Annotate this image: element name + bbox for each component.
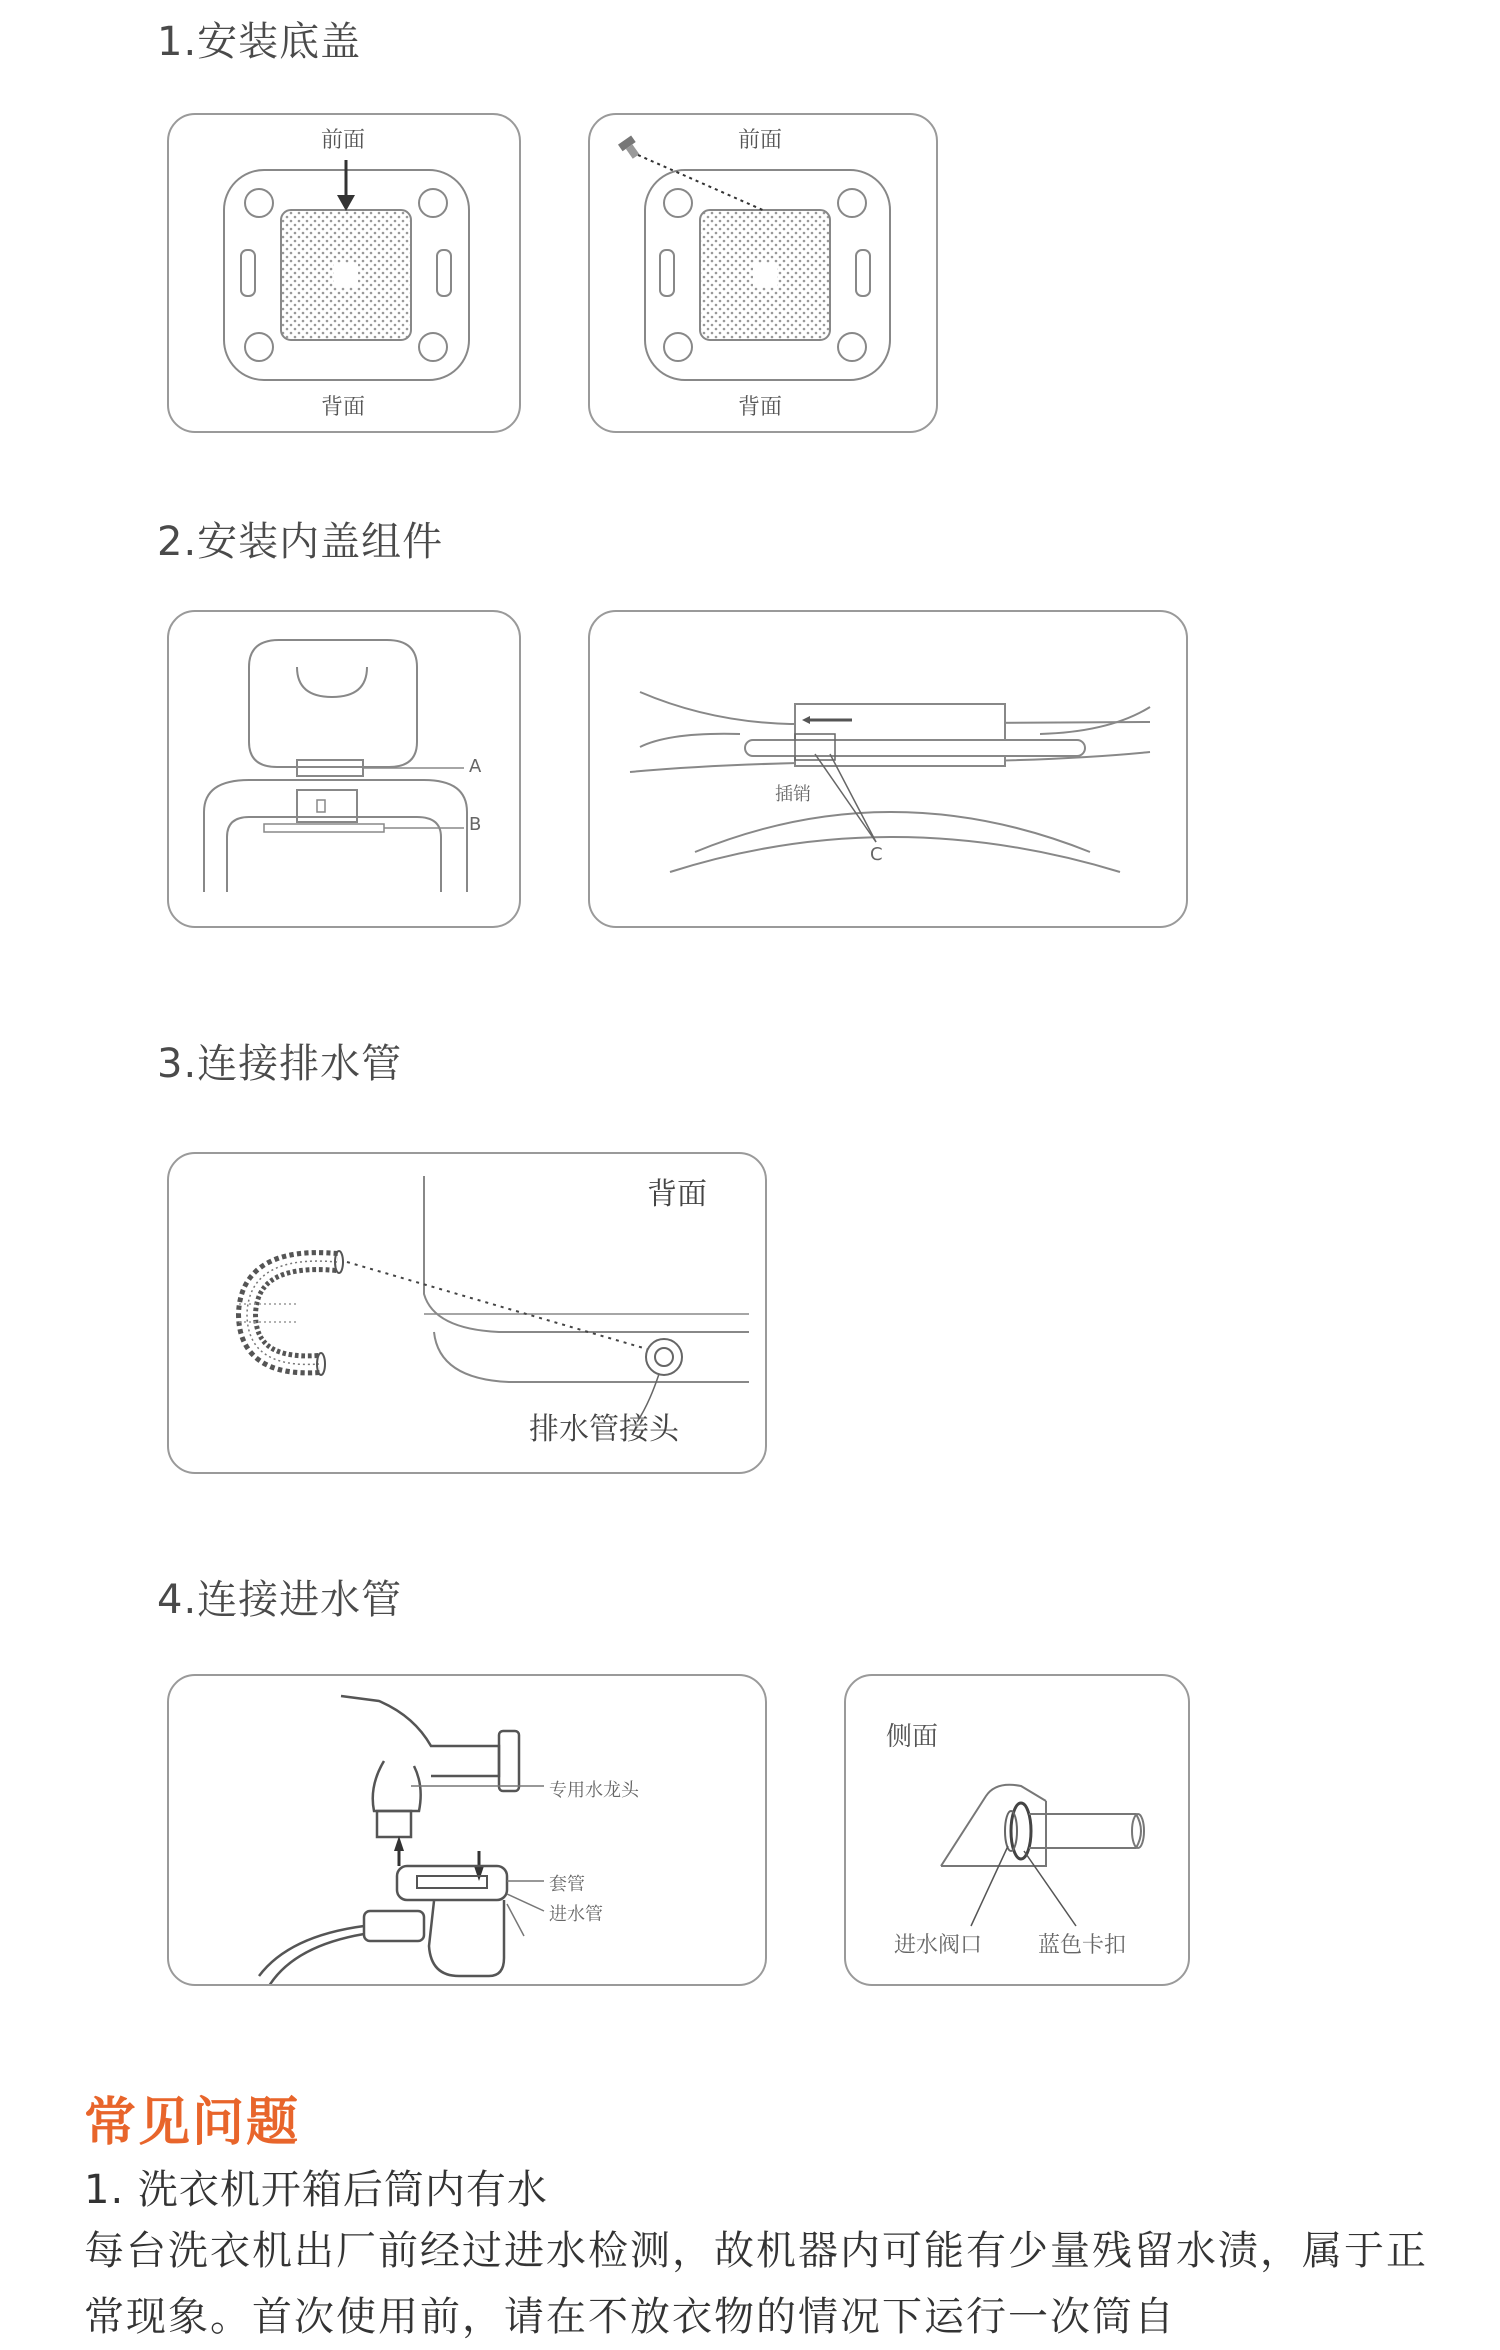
blue-clip-label: 蓝色卡扣	[1038, 1933, 1127, 1958]
faq-question: 1. 洗衣机开箱后筒内有水	[84, 2167, 548, 2213]
step-2-illustration-pin	[588, 610, 1188, 928]
base-cover-screw-diagram	[590, 115, 938, 433]
label-c: C	[870, 844, 883, 865]
step-3-title: 3.连接排水管	[157, 1041, 403, 1087]
front-label: 前面	[738, 128, 783, 153]
step-1-title: 1.安装底盖	[157, 19, 362, 65]
drain-connector-label: 排水管接头	[529, 1412, 679, 1447]
pin-label: 插销	[775, 784, 811, 805]
step-1-illustration-front	[167, 113, 521, 433]
faq-answer: 每台洗衣机出厂前经过进水检测，故机器内可能有少量残留水渍，属于正常现象。首次使用前，请在不放衣物的情况下运行一次筒自	[84, 2228, 1428, 2340]
faucet-hose-diagram	[169, 1676, 767, 1986]
step-2-title: 2.安装内盖组件	[157, 519, 444, 565]
side-label: 侧面	[886, 1722, 939, 1752]
step-2-illustration-lid	[167, 610, 521, 928]
label-b: B	[469, 814, 482, 835]
front-label: 前面	[321, 128, 366, 153]
faucet-label: 专用水龙头	[549, 1780, 639, 1801]
step-4-illustration-side	[844, 1674, 1190, 1986]
step-1-illustration-screw	[588, 113, 938, 433]
step-4-illustration-faucet	[167, 1674, 767, 1986]
faq-heading: 常见问题	[84, 2093, 301, 2153]
label-a: A	[469, 756, 482, 777]
back-label: 背面	[738, 395, 783, 420]
step-4-title: 4.连接进水管	[157, 1577, 403, 1623]
inlet-valve-label: 进水阀口	[894, 1933, 983, 1958]
base-cover-diagram	[169, 115, 521, 433]
inlet-hose-label: 进水管	[549, 1904, 603, 1925]
sleeve-label: 套管	[549, 1874, 585, 1895]
back-label: 背面	[321, 395, 366, 420]
step-3-illustration-drain	[167, 1152, 767, 1474]
pin-diagram	[590, 612, 1188, 928]
back-label: 背面	[647, 1177, 707, 1212]
